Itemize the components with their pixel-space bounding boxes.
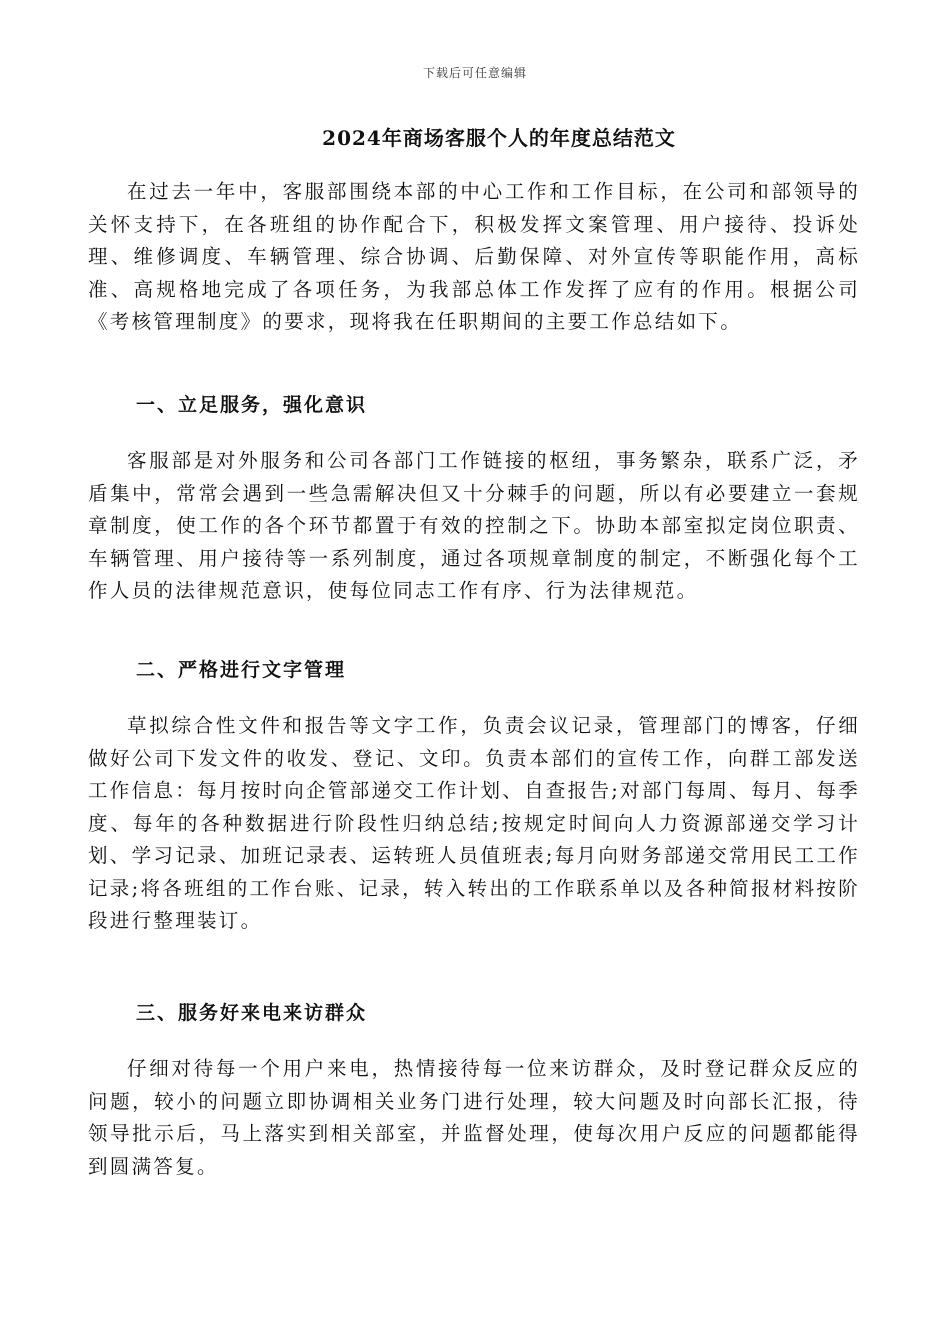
section-heading: 一、立足服务，强化意识 [136,394,368,416]
section-heading: 三、服务好来电来访群众 [136,1002,368,1024]
section-2 [88,655,860,682]
intro-paragraph: 在过去一年中，客服部围绕本部的中心工作和工作目标，在公司和部领导的关怀支持下，在各班组的协作配合下，积极发挥文案管理、用户接待、投诉处理、维修调度、车辆管理、综合协调、后勤保障、对外宣传等职能作用，高标准、高规格地完成了各项任务，为我部总体工作发挥了应有的作用。根据公司《考核管理制度》的要求，现将我在任职期间的主要工作总结如下。 [88,180,860,333]
section-2-body [88,710,860,938]
section-3-body [88,1053,860,1183]
header-note: 下载后可任意编辑 [422,66,527,80]
section-3 [88,998,860,1025]
document-title: 2024年商场客服个人的年度总结范文 [322,126,676,150]
intro-block [88,176,860,339]
section-paragraph: 草拟综合性文件和报告等文字工作，负责会议记录，管理部门的博客，仔细做好公司下发文件的收发、登记、文印。负责本部们的宣传工作，向群工部发送工作信息：每月按时向企管部递交工作计划、自查报告;对部门每周、每月、每季度、每年的各种数据进行阶段性归纳总结;按规定时间向人力资源部递交学习计划、学习记录、加班记录表、运转班人员值班表;每月向财务部递交常用民工工作记录;将各班组的工作台账、记录，转入转出的工作联系单以及各种简报材料按阶段进行整理装订。 [88,714,860,932]
section-1 [88,390,860,417]
section-heading: 二、严格进行文字管理 [136,659,347,681]
section-paragraph: 客服部是对外服务和公司各部门工作链接的枢纽，事务繁杂，联系广泛，矛盾集中，常常会遇到一些急需解决但又十分棘手的问题，所以有必要建立一套规章制度，使工作的各个环节都置于有效的控制之下。协助本部室拟定岗位职责、车辆管理、用户接待等一系列制度，通过各项规章制度的制定，不断强化每个工作人员的法律规范意识，使每位同志工作有序、行为法律规范。 [88,449,860,602]
section-paragraph: 仔细对待每一个用户来电，热情接待每一位来访群众，及时登记群众反应的问题，较小的问题立即协调相关业务门进行处理，较大问题及时向部长汇报，待领导批示后，马上落实到相关部室，并监督处理，使每次用户反应的问题都能得到圆满答复。 [88,1057,860,1178]
section-1-body [88,445,860,608]
